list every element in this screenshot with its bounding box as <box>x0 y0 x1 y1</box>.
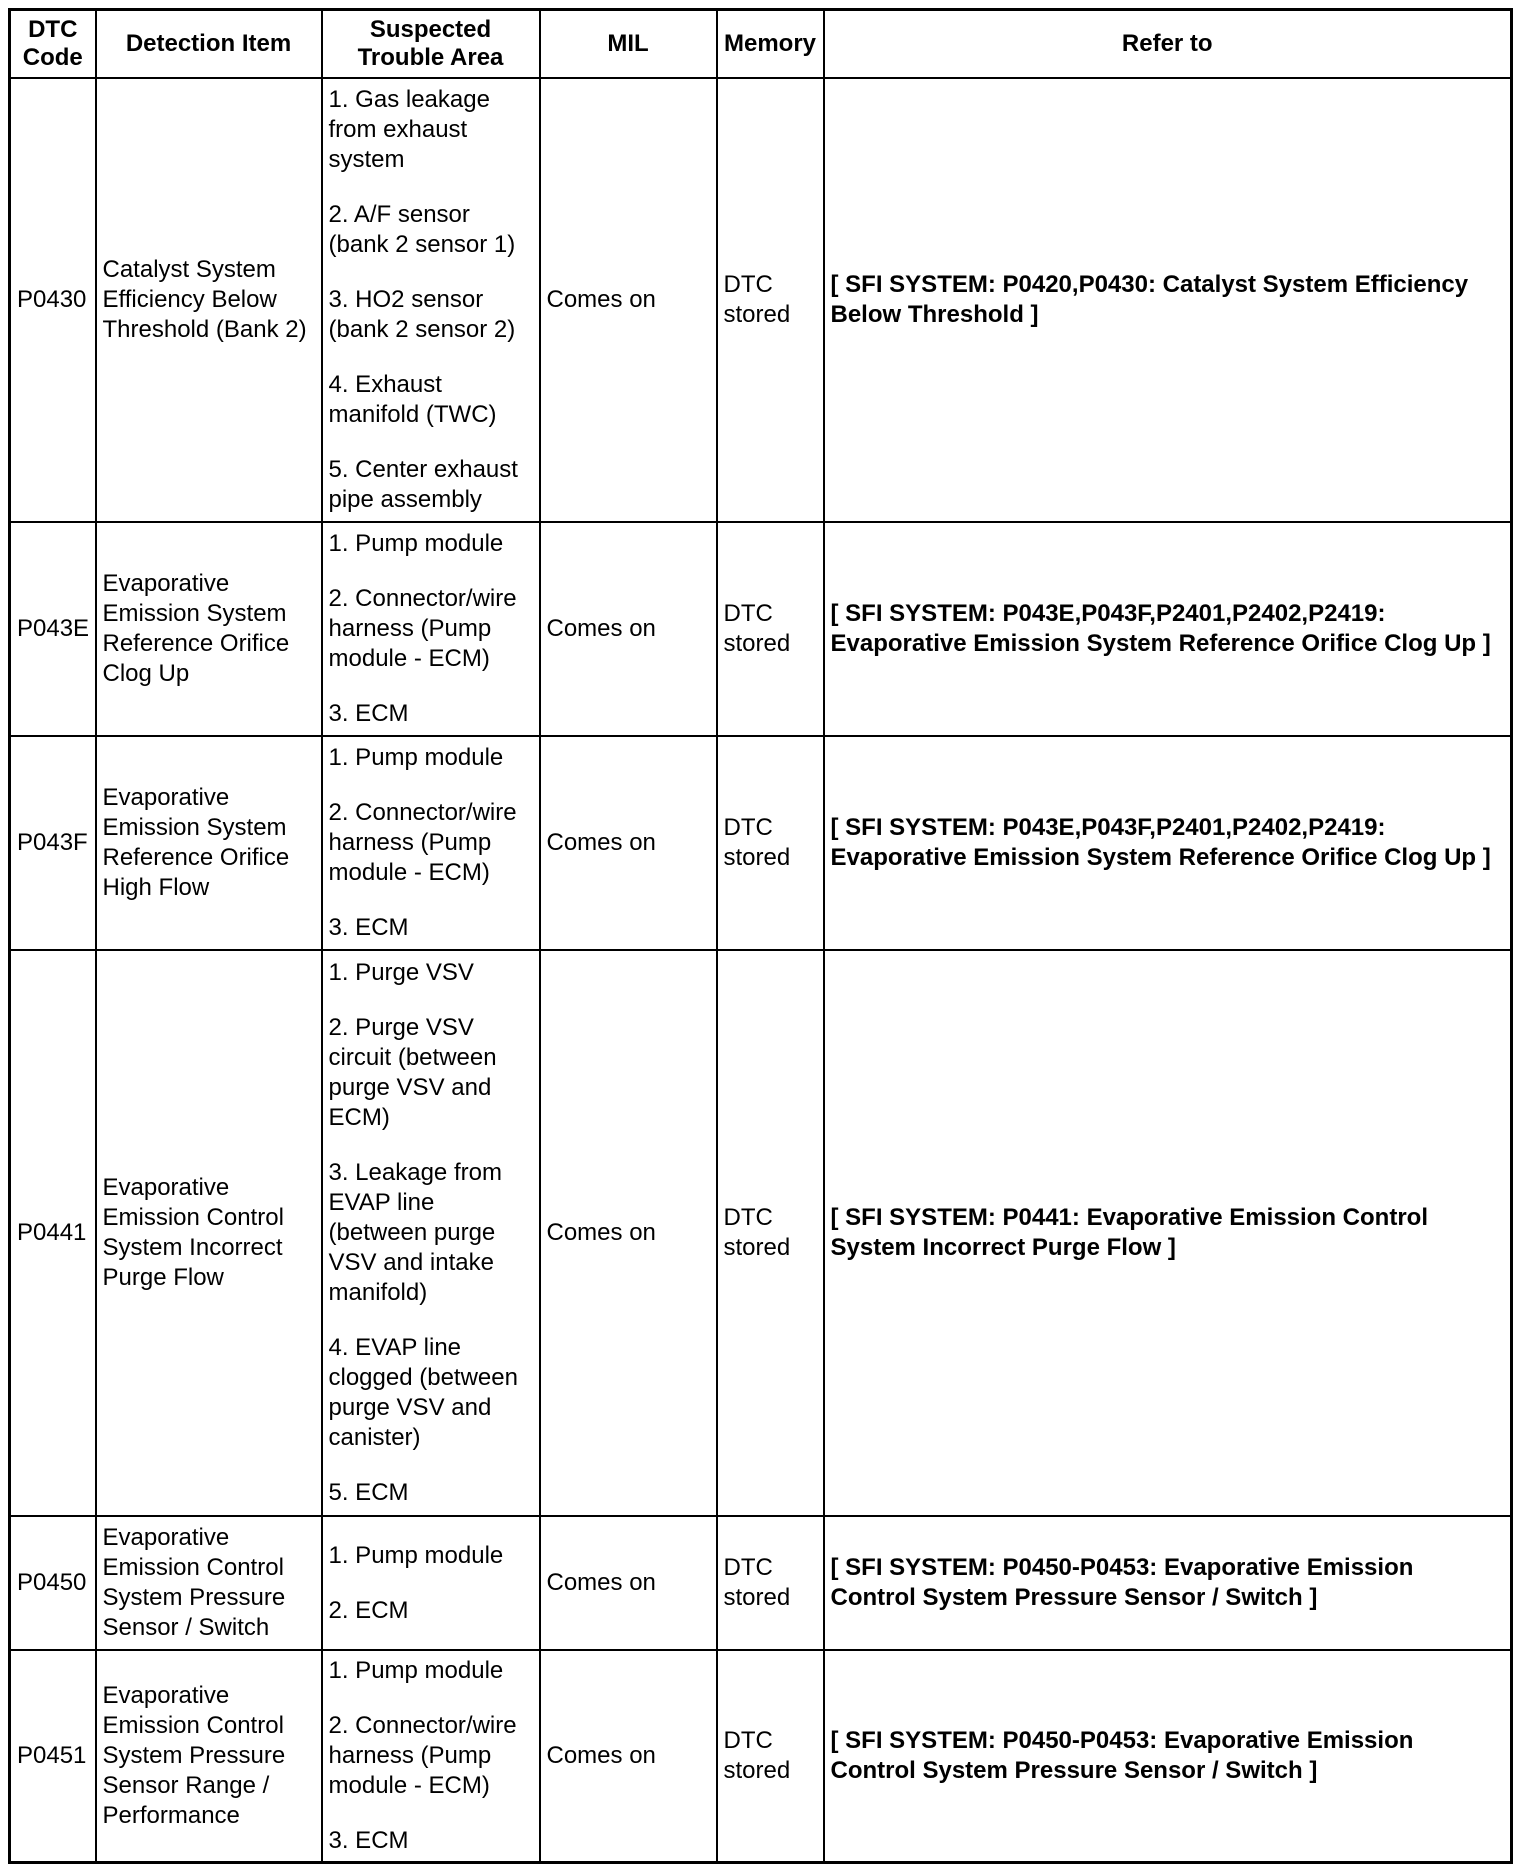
suspected-area-cell <box>322 522 540 736</box>
memory-cell: DTC stored <box>717 1516 824 1650</box>
header-suspected-trouble-area: Suspected Trouble Area <box>322 10 540 79</box>
refer-to-link[interactable]: [ SFI SYSTEM: P043E,P043F,P2401,P2402,P2419: Evaporative Emission System Reference Orifice Clog Up ] <box>824 736 1512 950</box>
area-item: 1. Pump module <box>328 1656 504 1684</box>
mil-cell: Comes on <box>540 1516 717 1650</box>
memory-cell: DTC stored <box>717 950 824 1516</box>
area-item: 3. ECM <box>328 1826 409 1854</box>
table-row <box>10 1516 1512 1650</box>
dtc-code-cell: P0451 <box>10 1650 96 1862</box>
mil-cell: Comes on <box>540 78 717 522</box>
header-row <box>10 10 1512 79</box>
memory-cell: DTC stored <box>717 522 824 736</box>
area-item: 4. Exhaust manifold (TWC) <box>328 371 497 428</box>
dtc-code-cell: P043E <box>10 522 96 736</box>
suspected-area-cell <box>322 1650 540 1862</box>
mil-cell: Comes on <box>540 1650 717 1862</box>
table-row <box>10 950 1512 1516</box>
memory-cell: DTC stored <box>717 78 824 522</box>
table-body <box>10 78 1512 1862</box>
area-item: 1. Gas leakage from exhaust system <box>328 86 490 173</box>
header-mil: MIL <box>540 10 717 79</box>
table-row <box>10 1650 1512 1862</box>
mil-cell: Comes on <box>540 950 717 1516</box>
area-item: 2. Purge VSV circuit (between purge VSV and ECM) <box>328 1014 497 1131</box>
detection-item-cell: Evaporative Emission System Reference Orifice High Flow <box>96 736 322 950</box>
refer-to-link[interactable]: [ SFI SYSTEM: P043E,P043F,P2401,P2402,P2419: Evaporative Emission System Reference Orifice Clog Up ] <box>824 522 1512 736</box>
area-item: 3. Leakage from EVAP line (between purge VSV and intake manifold) <box>328 1159 502 1306</box>
table-row <box>10 78 1512 522</box>
refer-to-link[interactable]: [ SFI SYSTEM: P0420,P0430: Catalyst System Efficiency Below Threshold ] <box>824 78 1512 522</box>
table-header <box>10 10 1512 79</box>
suspected-area-cell <box>322 78 540 522</box>
area-item: 5. Center exhaust pipe assembly <box>328 456 518 513</box>
refer-to-link[interactable]: [ SFI SYSTEM: P0450-P0453: Evaporative Emission Control System Pressure Sensor / Switch ] <box>824 1650 1512 1862</box>
memory-cell: DTC stored <box>717 736 824 950</box>
area-item: 2. Connector/wire harness (Pump module - ECM) <box>328 585 517 672</box>
detection-item-cell: Evaporative Emission Control System Incorrect Purge Flow <box>96 950 322 1516</box>
dtc-table-container <box>8 8 1510 1864</box>
mil-cell: Comes on <box>540 736 717 950</box>
detection-item-cell: Evaporative Emission System Reference Orifice Clog Up <box>96 522 322 736</box>
memory-cell: DTC stored <box>717 1650 824 1862</box>
table-row <box>10 736 1512 950</box>
dtc-code-cell: P0430 <box>10 78 96 522</box>
area-item: 1. Purge VSV <box>328 959 474 986</box>
area-item: 4. EVAP line clogged (between purge VSV and canister) <box>328 1334 518 1451</box>
area-item: 3. ECM <box>328 914 409 941</box>
area-item: 1. Pump module <box>328 530 504 557</box>
detection-item-cell: Evaporative Emission Control System Pressure Sensor Range / Performance <box>96 1650 322 1862</box>
suspected-area-cell <box>322 950 540 1516</box>
refer-to-link[interactable]: [ SFI SYSTEM: P0441: Evaporative Emission Control System Incorrect Purge Flow ] <box>824 950 1512 1516</box>
area-item: 3. ECM <box>328 700 409 727</box>
dtc-code-cell: P0450 <box>10 1516 96 1650</box>
area-item: 2. ECM <box>328 1596 409 1624</box>
refer-to-link[interactable]: [ SFI SYSTEM: P0450-P0453: Evaporative Emission Control System Pressure Sensor / Switch ] <box>824 1516 1512 1650</box>
detection-item-cell: Catalyst System Efficiency Below Threshold (Bank 2) <box>96 78 322 522</box>
area-item: 5. ECM <box>328 1479 409 1506</box>
header-memory: Memory <box>717 10 824 79</box>
suspected-area-cell <box>322 736 540 950</box>
header-refer-to: Refer to <box>824 10 1512 79</box>
dtc-code-cell: P0441 <box>10 950 96 1516</box>
area-item: 1. Pump module <box>328 1541 504 1569</box>
header-detection-item: Detection Item <box>96 10 322 79</box>
dtc-code-cell: P043F <box>10 736 96 950</box>
area-item: 3. HO2 sensor (bank 2 sensor 2) <box>328 286 516 343</box>
area-item: 2. Connector/wire harness (Pump module - ECM) <box>328 799 517 886</box>
header-dtc-code: DTC Code <box>10 10 96 79</box>
mil-cell: Comes on <box>540 522 717 736</box>
detection-item-cell: Evaporative Emission Control System Pressure Sensor / Switch <box>96 1516 322 1650</box>
area-item: 2. Connector/wire harness (Pump module - ECM) <box>328 1711 517 1799</box>
area-item: 1. Pump module <box>328 744 504 771</box>
area-item: 2. A/F sensor (bank 2 sensor 1) <box>328 201 516 258</box>
dtc-table <box>8 8 1513 1864</box>
table-row <box>10 522 1512 736</box>
suspected-area-cell <box>322 1516 540 1650</box>
